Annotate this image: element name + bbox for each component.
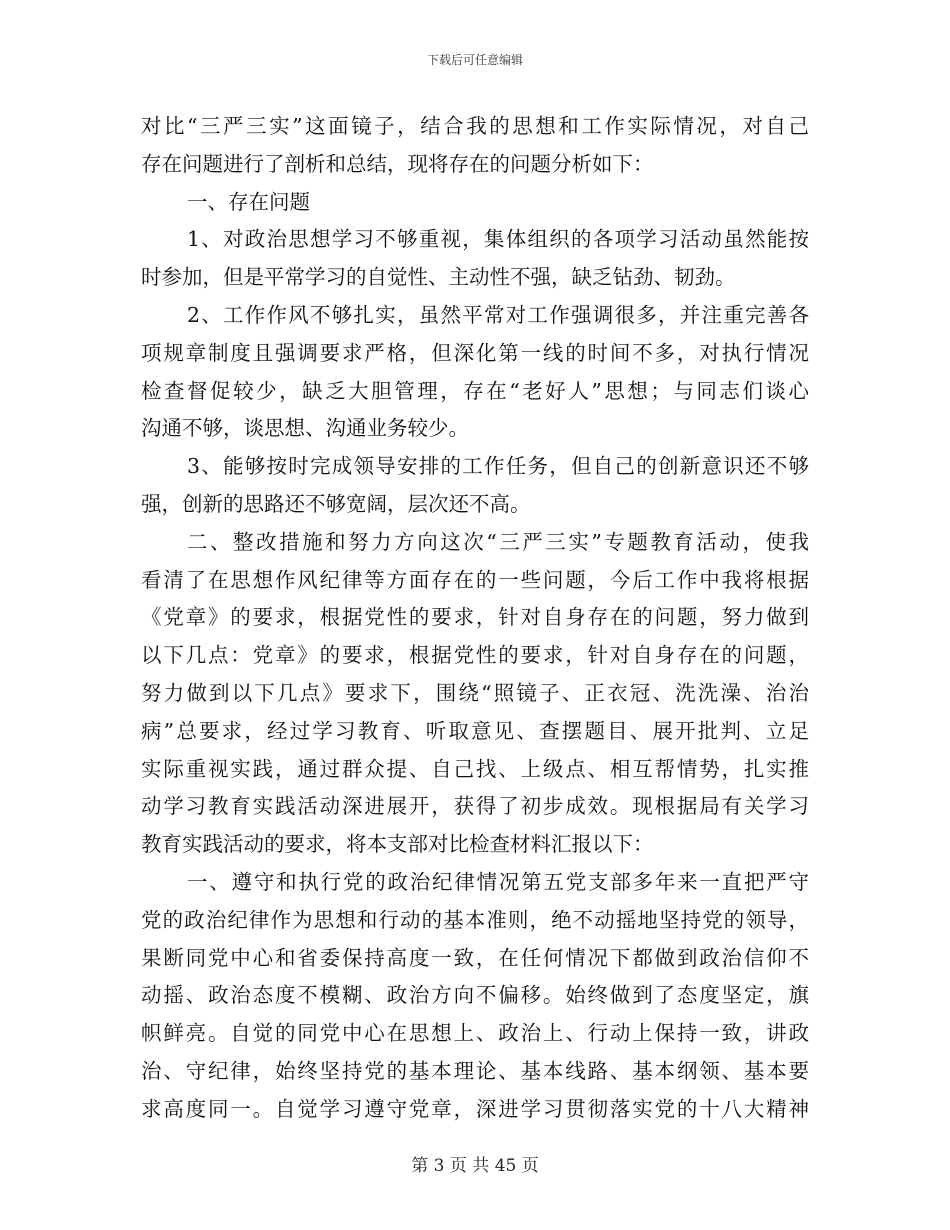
text-line: 检查督促较少，缺乏大胆管理，存在“老好人”思想；与同志们谈心 [141, 378, 809, 403]
text-line: 《党章》的要求，根据党性的要求，针对自身存在的问题，努力做到 [141, 605, 809, 630]
text-line: 沟通不够，谈思想、沟通业务较少。 [141, 416, 469, 441]
section-heading: 二、整改措施和努力方向这次“三严三实”专题教育活动，使我 [187, 529, 809, 554]
text-line: 治、守纪律，始终坚持党的基本理论、基本线路、基本纲领、基本要 [141, 1058, 809, 1083]
text-line: 以下几点：党章》的要求，根据党性的要求，针对自身存在的问题， [141, 643, 809, 668]
text-line: 求高度同一。自觉学习遵守党章，深进学习贯彻落实党的十八大精神 [141, 1096, 809, 1121]
text-line: 努力做到以下几点》要求下，围绕“照镜子、正衣冠、洗洗澡、治治 [141, 680, 809, 705]
document-body [141, 108, 809, 1129]
text-line: 项规章制度且强调要求严格，但深化第一线的时间不多，对执行情况 [141, 340, 809, 365]
section-heading: 一、遵守和执行党的政治纪律情况第五党支部多年来一直把严守 [187, 869, 809, 894]
text-line: 党的政治纪律作为思想和行动的基本准则，绝不动摇地坚持党的领导， [141, 907, 809, 932]
text-line: 看清了在思想作风纪律等方面存在的一些问题，今后工作中我将根据 [141, 567, 809, 592]
page-header: 下载后可任意编辑 [426, 53, 523, 67]
text-line: 对比“三严三实”这面镜子，结合我的思想和工作实际情况，对自己 [141, 114, 809, 138]
page-number: 第 3 页 共 45 页 [411, 1156, 539, 1176]
text-line: 帜鲜亮。自觉的同党中心在思想上、政治上、行动上保持一致，讲政 [141, 1021, 809, 1046]
text-line: 1、对政治思想学习不够重视，集体组织的各项学习活动虽然能按 [187, 227, 809, 252]
text-line: 动摇、政治态度不模糊、政治方向不偏移。始终做到了态度坚定，旗 [141, 983, 809, 1008]
text-line: 2、工作作风不够扎实，虽然平常对工作强调很多，并注重完善各 [187, 302, 809, 327]
text-line: 强，创新的思路还不够宽阔，层次还不高。 [141, 491, 531, 516]
text-line: 存在问题进行了剖析和总结，现将存在的问题分析如下： [141, 151, 654, 176]
text-line: 动学习教育实践活动深进展开，获得了初步成效。现根据局有关学习 [141, 794, 809, 819]
text-line: 病”总要求，经过学习教育、听取意见、查摆题目、展开批判、立足 [141, 718, 809, 743]
text-line: 果断同党中心和省委保持高度一致，在任何情况下都做到政治信仰不 [141, 945, 809, 970]
text-line: 实际重视实践，通过群众提、自己找、上级点、相互帮情势，扎实推 [141, 756, 809, 781]
text-line: 教育实践活动的要求，将本支部对比检查材料汇报以下： [141, 832, 654, 857]
section-heading: 一、存在问题 [187, 189, 310, 214]
text-line: 3、能够按时完成领导安排的工作任务，但自己的创新意识还不够 [187, 454, 809, 479]
text-line: 时参加，但是平常学习的自觉性、主动性不强，缺乏钻劲、韧劲。 [141, 265, 736, 290]
